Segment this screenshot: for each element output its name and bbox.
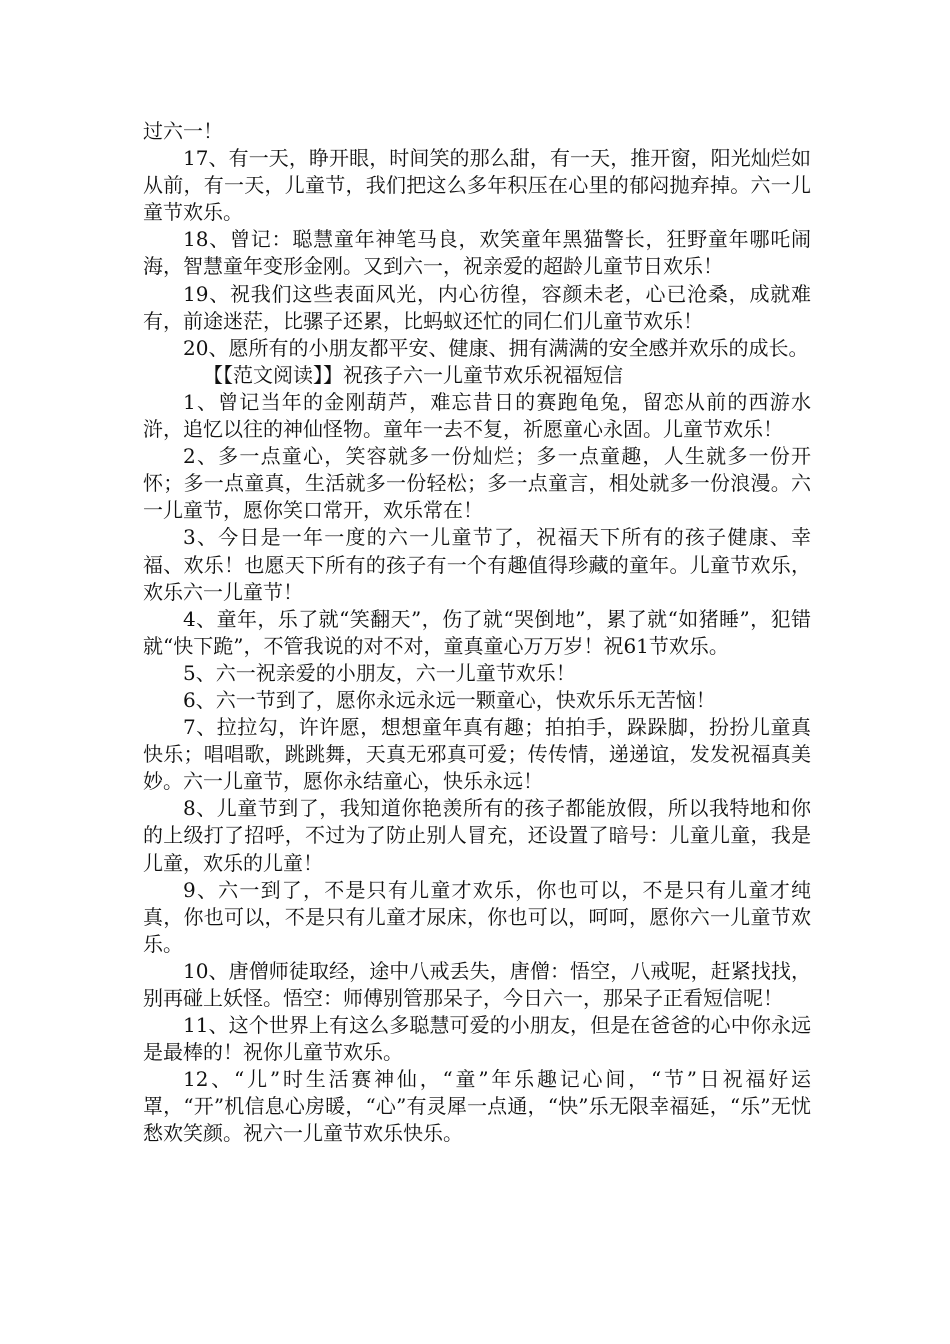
paragraph-5: 5、六一祝亲爱的小朋友，六一儿童节欢乐！ [183,660,576,685]
paragraph-20: 20、愿所有的小朋友都平安、健康、拥有满满的安全感并欢乐的成长。 [183,335,809,360]
paragraph-4: 4、童年，乐了就“笑翻天”，伤了就“哭倒地”，累了就“如猪睡”，犯错就“快下跪”，不管我说的对不对，童真童心万万岁！祝61节欢乐。 [143,606,811,658]
paragraph-6: 6、六一节到了，愿你永远永远一颗童心，快欢乐乐无苦恼！ [183,687,716,712]
paragraph-9: 9、六一到了，不是只有儿童才欢乐，你也可以，不是只有儿童才纯真，你也可以，不是只有儿童才尿床，你也可以，呵呵，愿你六一儿童节欢乐。 [143,877,811,956]
paragraph-3: 3、今日是一年一度的六一儿童节了，祝福天下所有的孩子健康、幸福、欢乐！也愿天下所有的孩子有一个有趣值得珍藏的童年。儿童节欢乐，欢乐六一儿童节！ [143,525,811,604]
paragraph-2: 2、多一点童心，笑容就多一份灿烂；多一点童趣，人生就多一份开怀；多一点童真，生活就多一份轻松；多一点童言，相处就多一份浪漫。六一儿童节，愿你笑口常开，欢乐常在！ [143,444,811,523]
paragraph-7: 7、拉拉勾，许许愿，想想童年真有趣；拍拍手，跺跺脚，扮扮儿童真快乐；唱唱歌，跳跳舞，天真无邪真可爱；传传情，递递谊，发发祝福真美妙。六一儿童节，愿你永结童心，快乐永远！ [143,715,811,794]
paragraph-19: 19、祝我们这些表面风光，内心彷徨，容颜未老，心已沧桑，成就难有，前途迷茫，比骡子还累，比蚂蚁还忙的同仁们儿童节欢乐！ [143,281,811,333]
paragraph-continuation: 过六一！ [143,119,223,143]
document-body [143,118,811,1148]
paragraph-18: 18、曾记：聪慧童年神笔马良，欢笑童年黑猫警长，狂野童年哪吒闹海，智慧童年变形金刚。又到六一，祝亲爱的超龄儿童节日欢乐！ [143,227,811,279]
paragraph-8: 8、儿童节到了，我知道你艳羡所有的孩子都能放假，所以我特地和你的上级打了招呼，不过为了防止别人冒充，还设置了暗号：儿童儿童，我是儿童，欢乐的儿童！ [143,796,811,875]
paragraph-11: 11、这个世界上有这么多聪慧可爱的小朋友，但是在爸爸的心中你永远是最棒的！祝你儿童节欢乐。 [143,1013,811,1065]
section-heading: 【【范文阅读】】祝孩子六一儿童节欢乐祝福短信 [203,362,623,387]
paragraph-17: 17、有一天，睁开眼，时间笑的那么甜，有一天，推开窗，阳光灿烂如从前，有一天，儿童节，我们把这么多年积压在心里的郁闷抛弃掉。六一儿童节欢乐。 [143,146,811,225]
paragraph-10: 10、唐僧师徒取经，途中八戒丢失，唐僧：悟空，八戒呢，赶紧找找，别再碰上妖怪。悟空：师傅别管那呆子，今日六一，那呆子正看短信呢！ [143,958,811,1010]
paragraph-12: 12、“儿”时生活赛神仙，“童”年乐趣记心间，“节”日祝福好运罩，“开”机信息心房暖，“心”有灵犀一点通，“快”乐无限幸福延，“乐”无忧愁欢笑颜。祝六一儿童节欢乐快乐。 [143,1067,811,1146]
paragraph-1: 1、曾记当年的金刚葫芦，难忘昔日的赛跑龟兔，留恋从前的西游水浒，追忆以往的神仙怪物。童年一去不复，祈愿童心永固。儿童节欢乐！ [143,389,811,442]
